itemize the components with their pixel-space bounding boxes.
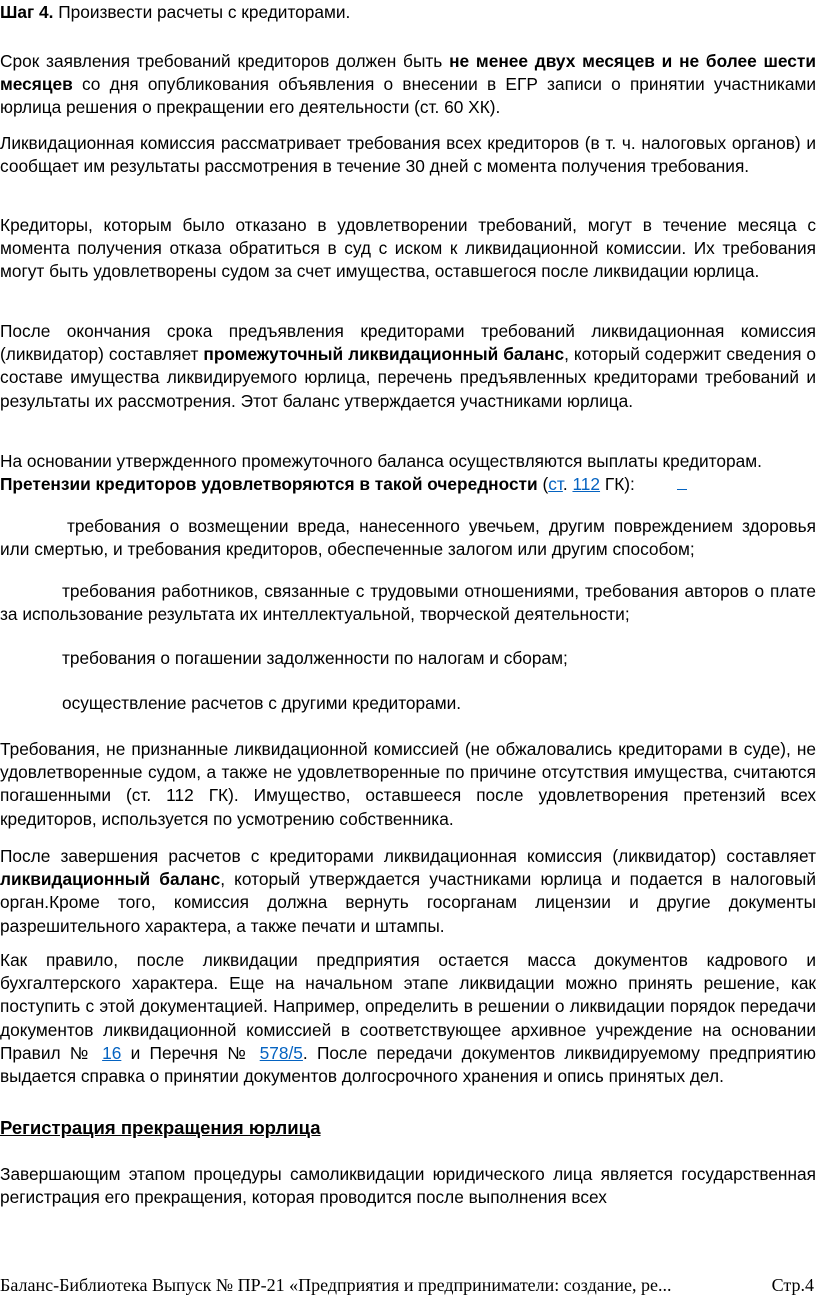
page-number: Стр.4 [771,1275,814,1295]
paragraph-final-stage: Завершающим этапом процедуры самоликвидации юридического лица является государственная регистрация его прекращения, которая проводится после выполнения всех [0,1164,816,1208]
link-underline-mark [677,475,687,490]
page-footer [0,1274,816,1296]
text-run: . После передачи документов ликвидируемому предприятию выдается справка о принятии документов долгосрочного хранения и опись принятых дел. [0,1042,816,1087]
paragraph-payments [0,450,816,496]
text-run: , который содержит сведения о составе имущества ликвидируемого юрлица, перечень предъявленных кредиторами требований и результаты их рассмотрения. Этот баланс утверждается участниками юрлица. [0,344,816,411]
text-run: и Перечня № [121,1042,260,1063]
paragraph-unrecognized-claims: Требования, не признанные ликвидационной комиссией (не обжаловались кредиторами в суде), не удовлетворенные судом, а также не удовлетворенные по причине отсутствия имущества, считаются погашенными (ст. 112 ГК). Имущество, оставшееся после удовлетворения претензий всех кредиторов, используется по усмотрению собственника. [0,739,816,829]
step-text: Произвести расчеты с кредиторами. [53,2,351,22]
text-run: Как правило, после ликвидации предприятия остается масса документов кадрового и бухгалтерского характера. Еще на начальном этапе ликвидации можно принять решение, как поступить с этой документацией. Например, определить в решении о ликвидации порядок передачи документов ликвидационной комиссией в соответствующее архивное учреждение на основании Правил № [0,950,816,1063]
queue-item-3: требования о погашении задолженности по налогам и сборам; [62,648,568,668]
link-list-578-5[interactable]: 578/5 [259,1042,303,1063]
link-article-112[interactable]: 112 [572,474,601,495]
text-run: После завершения расчетов с кредиторами ликвидационная комиссия (ликвидатор) составляет [0,846,816,866]
paragraph-commission-review: Ликвидационная комиссия рассматривает требования всех кредиторов (в т. ч. налоговых органов) и сообщает им результаты рассмотрения в течение 30 дней с момента получения требования. [0,133,816,177]
text-run: . [562,474,573,495]
text-run: На основании утвержденного промежуточного баланса осуществляются выплаты кредиторам. [0,451,762,471]
text-run: ГК): [600,474,635,495]
paragraph-interim-balance [0,320,816,413]
paragraph-claims-deadline [0,50,816,120]
queue-item-4: осуществление расчетов с другими кредиторами. [62,693,462,713]
section-heading: Регистрация прекращения юрлица [0,1117,321,1138]
queue-item-1: требования о возмещении вреда, нанесенного увечьем, другим повреждением здоровья или смертью, и требования кредиторов, обеспеченные залогом или другим способом; [0,516,816,560]
link-rules-16[interactable]: 16 [102,1042,122,1063]
step-title [0,1,816,24]
footer-text: Баланс-Библиотека Выпуск № ПР-21 «Предприятия и предприниматели: создание, ре... [0,1275,672,1295]
paragraph-archive-documents [0,949,816,1088]
text-run: После окончания срока предъявления кредиторами требований ликвидационная комиссия (ликвидатор) составляет [0,321,816,365]
bold-run: не менее двух месяцев и не более шести месяцев [0,51,816,95]
text-run: , который утверждается участниками юрлица и подается в налоговый орган.Кроме того, комиссия должна вернуть госорганам лицензии и другие документы разрешительного характера, а также печати и штампы. [0,869,816,936]
queue-item-2: требования работников, связанные с трудовыми отношениями, требования авторов о плате за использование результата их интеллектуальной, творческой деятельности; [0,581,816,625]
step-label: Шаг 4. [0,2,54,22]
paragraph-liquidation-balance [0,845,816,938]
paragraph-refused-creditors: Кредиторы, которым было отказано в удовлетворении требований, могут в течение месяца с момента получения отказа обратиться в суд с иском к ликвидационной комиссии. Их требования могут быть удовлетворены судом за счет имущества, оставшегося после ликвидации юрлица. [0,215,816,282]
text-run: со дня опубликования объявления о внесении в ЕГР записи о принятии участниками юрлица решения о прекращении его деятельности (ст. 60 ХК). [0,74,816,118]
bold-run: Претензии кредиторов удовлетворяются в такой очередности [0,474,538,495]
text-run: Срок заявления требований кредиторов должен быть [0,51,450,71]
bold-run: ликвидационный баланс [0,869,221,890]
bold-run: промежуточный ликвидационный баланс [203,344,565,365]
text-run: ( [537,474,549,495]
link-article[interactable]: ст [548,474,563,495]
